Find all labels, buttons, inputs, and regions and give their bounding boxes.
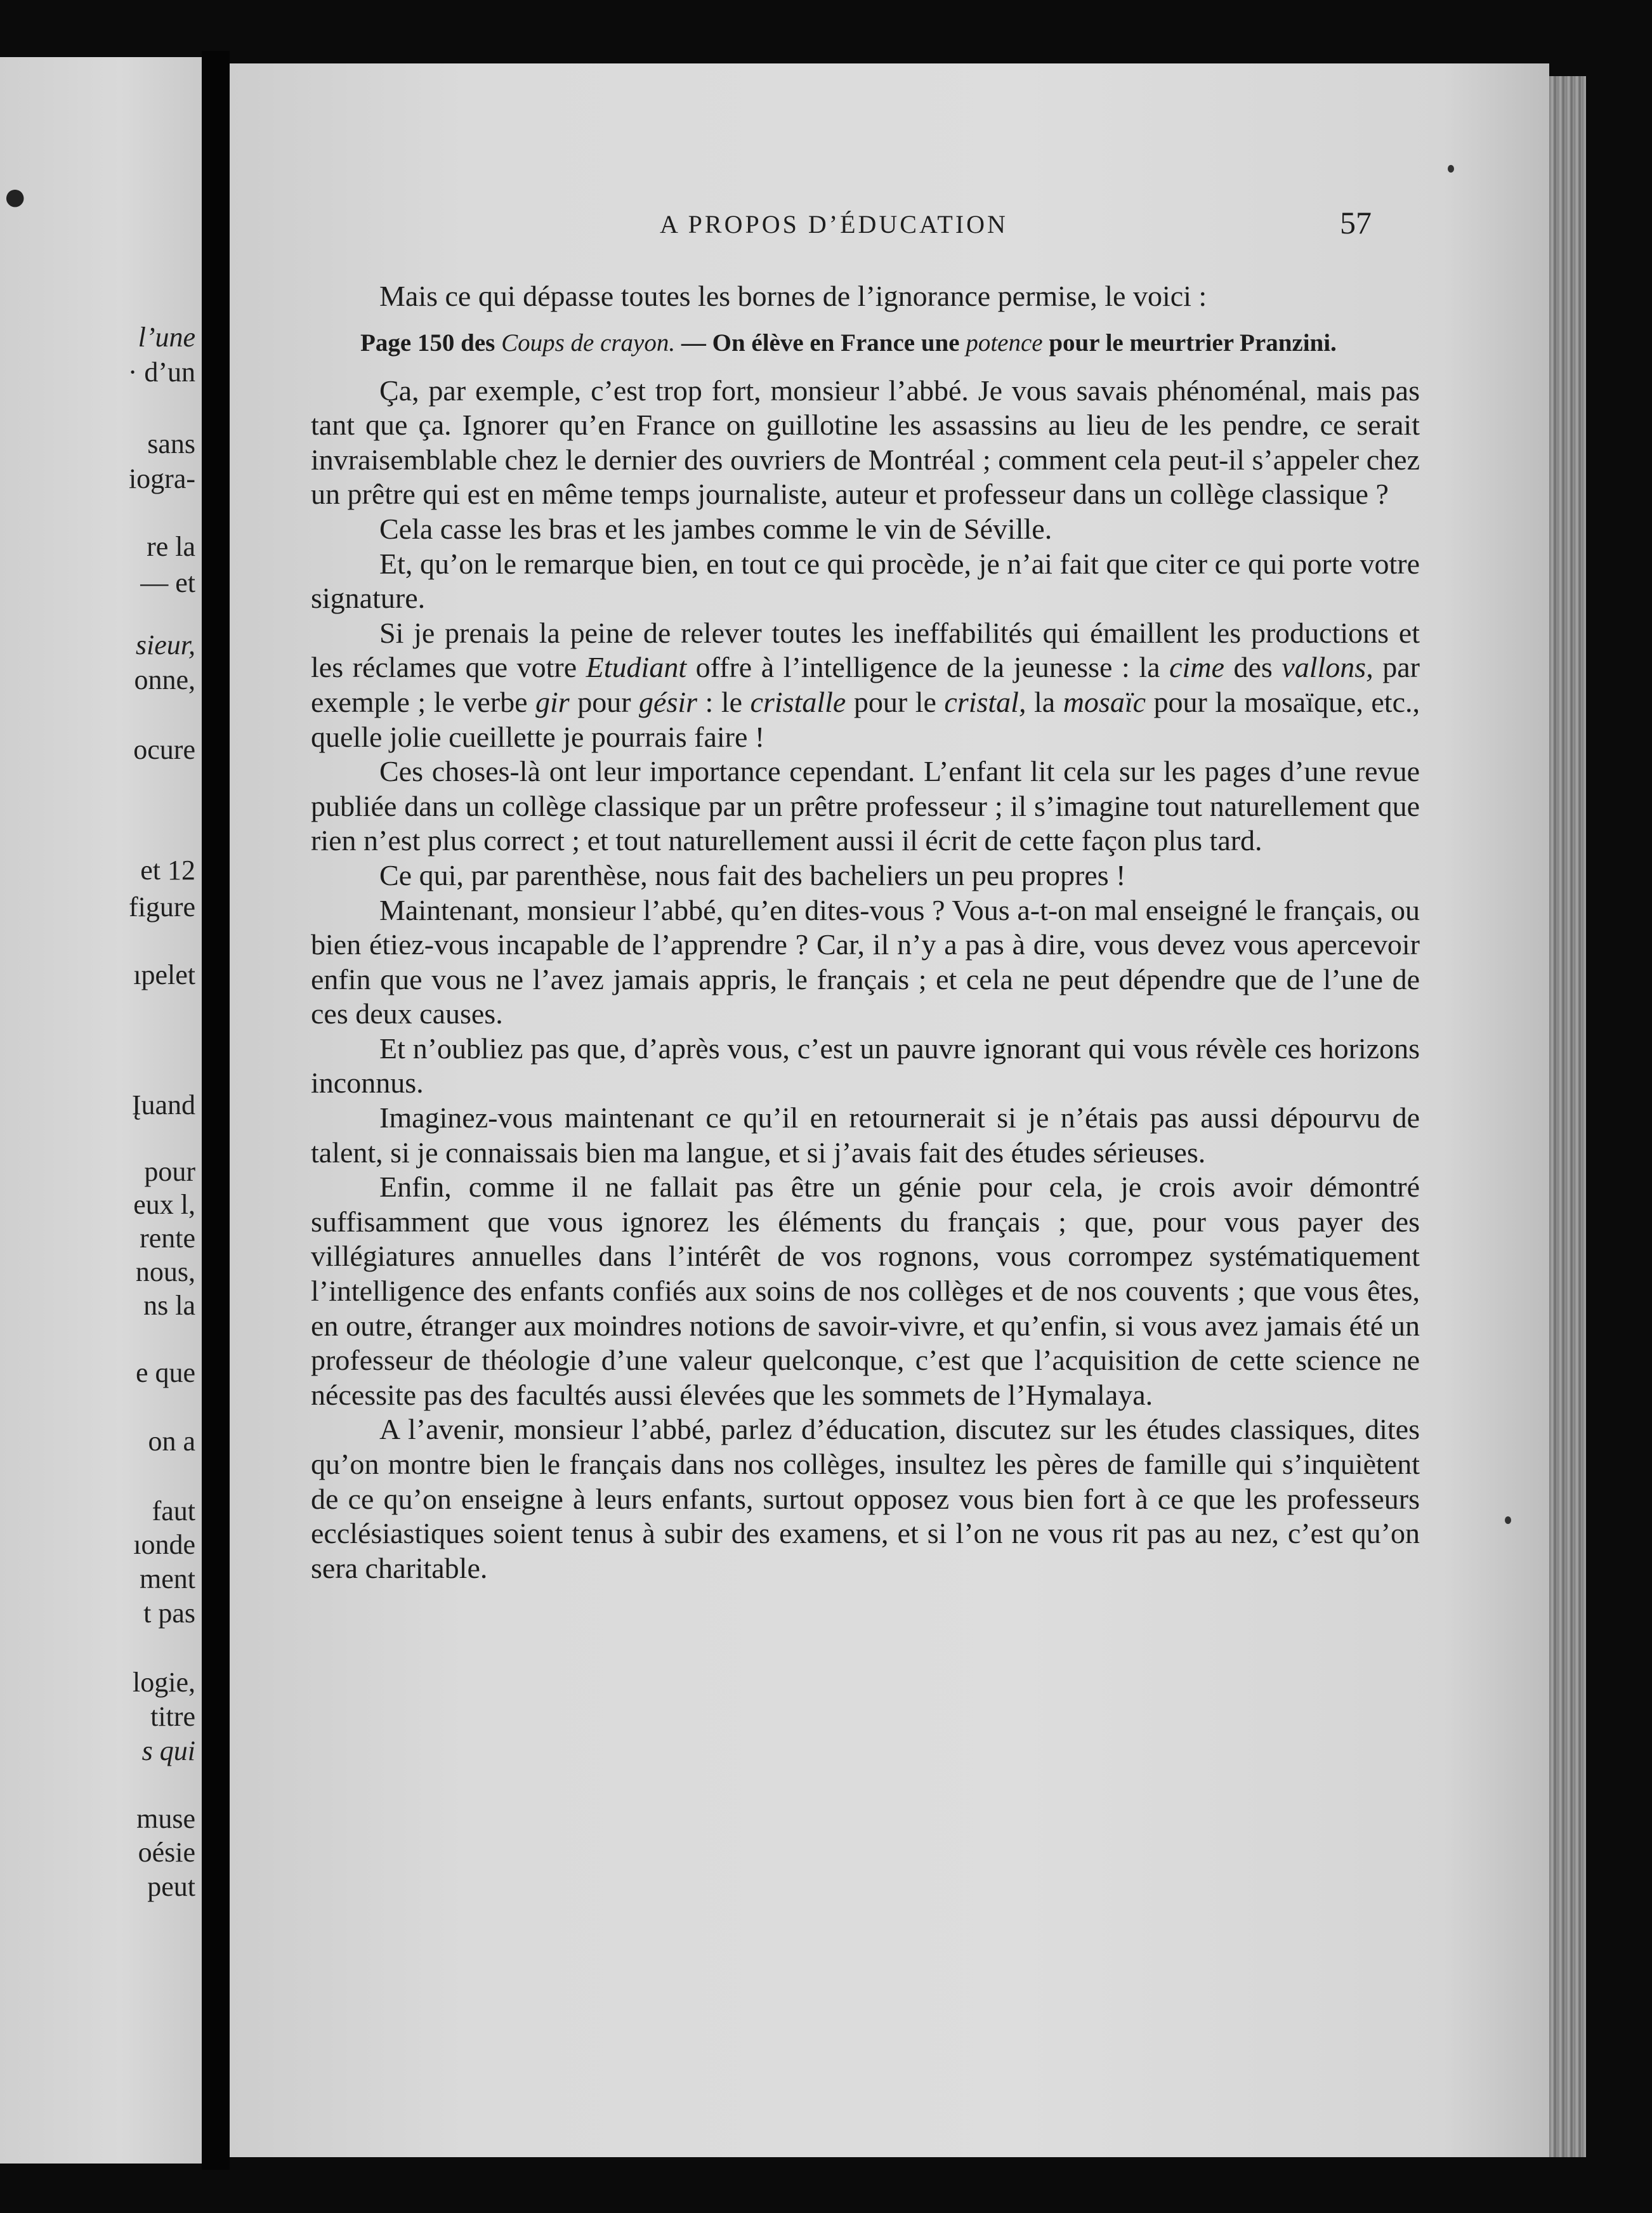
- quoted-citation: [311, 329, 1420, 357]
- paragraph: [311, 1032, 1420, 1101]
- text-run: Et, qu’on le remarque bien, en tout ce qui procède, je n’ai fait que citer ce qui porte votre signature.: [311, 547, 1420, 615]
- book-gutter: [202, 51, 230, 2170]
- left-page-line: sans: [147, 428, 195, 459]
- italic-text: cime: [1169, 651, 1224, 684]
- italic-text: Etudiant: [586, 651, 687, 684]
- left-page-line: s qui: [141, 1735, 195, 1766]
- text-run: Mais ce qui dépasse toutes les bornes de l’ignorance permise, le voici :: [379, 280, 1207, 312]
- paragraph: [311, 754, 1420, 858]
- page-number: 57: [1340, 205, 1372, 240]
- left-page-line: · d’un: [128, 357, 195, 388]
- body-text: [311, 279, 1420, 1586]
- paragraph: [311, 512, 1420, 547]
- paragraph: [311, 279, 1420, 314]
- left-page-line: t pas: [143, 1598, 195, 1629]
- text-run: par exemple ; le verbe: [311, 651, 1420, 718]
- left-page-line: logie,: [133, 1667, 195, 1698]
- italic-text: vallons,: [1282, 651, 1373, 684]
- paragraph: [311, 1412, 1420, 1586]
- left-page-line: ns la: [143, 1290, 195, 1321]
- left-page-line: oésie: [138, 1837, 195, 1868]
- paragraph: [311, 1170, 1420, 1412]
- text-run: Cela casse les bras et les jambes comme le vin de Séville.: [379, 512, 1052, 545]
- text-run: la: [1026, 685, 1063, 718]
- ink-speck: [1505, 1516, 1511, 1524]
- text-run: Ce qui, par parenthèse, nous fait des bacheliers un peu propres !: [379, 858, 1126, 891]
- ink-speck: [1448, 165, 1454, 173]
- text-run: Imaginez-vous maintenant ce qu’il en retournerait si je n’étais pas aussi dépourvu de talent, si je connaissais bien ma langue, et si j’avais fait des études sérieuses.: [311, 1101, 1420, 1169]
- left-page-line: ıonde: [133, 1529, 195, 1560]
- text-run: pour le: [846, 685, 945, 718]
- page-edge-stack: [1549, 76, 1586, 2157]
- text-run: des: [1224, 651, 1282, 684]
- left-page-line: eux l,: [133, 1189, 195, 1220]
- left-page-line: on a: [148, 1426, 195, 1457]
- left-page-line: et 12: [140, 855, 195, 886]
- italic-text: gir: [535, 685, 570, 718]
- left-page-line: pour: [144, 1156, 195, 1187]
- ink-mark: ●: [5, 184, 25, 210]
- italic-text: gésir: [639, 685, 698, 718]
- running-head: A PROPOS D’ÉDUCATION: [660, 210, 1008, 239]
- text-run: : le: [697, 685, 751, 718]
- paragraph: [311, 616, 1420, 754]
- italic-text: cristalle: [750, 685, 846, 718]
- text-run: Ça, par exemple, c’est trop fort, monsieur l’abbé. Je vous savais phénoménal, mais pas tant que ça. Ignorer qu’en France on guillotine les assassins au lieu de les pendre, ce serait invraisemblable chez le dernier des ouvriers de Montréal ; comment cela peut-il s’appeler chez un prêtre qui est en même temps journaliste, auteur et professeur dans un collège classique ?: [311, 374, 1420, 511]
- left-page-line: muse: [136, 1803, 195, 1834]
- left-page-line: onne,: [134, 664, 195, 695]
- italic-text: Coups de crayon.: [501, 329, 676, 357]
- left-page-line: nous,: [135, 1256, 195, 1287]
- text-run: offre à l’intelligence de la jeunesse : la: [686, 651, 1170, 684]
- left-page-line: peut: [147, 1871, 195, 1902]
- left-page-line: — et: [140, 567, 195, 598]
- paragraph: [311, 893, 1420, 1032]
- text-run: Ces choses-là ont leur importance cependant. L’enfant lit cela sur les pages d’une revue publiée dans un collège classique par un prêtre professeur ; il s’imagine tout naturellement que rien n’est plus correct ; et tout naturellement aussi il écrit de cette façon plus tard.: [311, 755, 1420, 857]
- paragraph: [311, 374, 1420, 512]
- text-run: A l’avenir, monsieur l’abbé, parlez d’éducation, discutez sur les études classiques, dites qu’on montre bien le français dans nos collèges, insultez les pères de famille qui s’inquiètent de ce qu’on enseigne à leurs enfants, surtout opposez vous bien fort à ce que les professeurs ecclésiastiques soient tenus à subir des examens, et si l’on ne vous rit pas au nez, c’est qu’on sera charitable.: [311, 1413, 1420, 1584]
- left-page-line: titre: [150, 1701, 195, 1732]
- text-run: — On élève en France une: [675, 329, 966, 357]
- left-page-line: ocure: [133, 734, 195, 765]
- left-page-line: re la: [147, 531, 195, 562]
- left-page-line: figure: [128, 891, 195, 923]
- left-page-line: Įuand: [131, 1089, 195, 1120]
- text-run: pour: [569, 685, 639, 718]
- italic-text: cristal,: [944, 685, 1026, 718]
- text-run: pour la mosaïque, etc., quelle jolie cueillette je pourrais faire !: [311, 685, 1420, 753]
- paragraph: [311, 1101, 1420, 1170]
- left-page-line: ment: [140, 1563, 195, 1594]
- text-run: Page 150 des: [360, 329, 502, 357]
- paragraph: [311, 858, 1420, 893]
- paragraph: [311, 547, 1420, 616]
- main-page: [230, 63, 1549, 2157]
- left-page-line: rente: [140, 1223, 195, 1254]
- text-run: Si je prenais la peine de relever toutes les ineffabilités qui émaillent les productions et les réclames que votre: [311, 616, 1420, 684]
- left-page-line: e que: [135, 1357, 195, 1388]
- left-facing-page: [0, 57, 202, 2164]
- text-run: Enfin, comme il ne fallait pas être un génie pour cela, je crois avoir démontré suffisamment que vous ignorez les éléments du français ; que, pour vous payer des villégiatures annuelles dans l’intérêt de vos rognons, vous corrompez systématiquement l’intelligence des enfants confiés aux soins de nos collèges et de nos couvents ; que vous êtes, en outre, étranger aux moindres notions de savoir-vivre, et qu’enfin, si vous avez jamais été un professeur de théologie d’une valeur quelconque, c’est que l’acquisition de cette science ne nécessite pas des facultés aussi élevées que les sommets de l’Hymalaya.: [311, 1171, 1420, 1411]
- text-run: pour le meurtrier Pranzini.: [1042, 329, 1337, 357]
- left-page-line: iogra-: [128, 463, 195, 494]
- left-page-line: l’une: [138, 322, 195, 353]
- left-page-line: sieur,: [135, 629, 195, 660]
- text-run: Et n’oubliez pas que, d’après vous, c’est un pauvre ignorant qui vous révèle ces horizons inconnus.: [311, 1032, 1420, 1100]
- text-run: Maintenant, monsieur l’abbé, qu’en dites-vous ? Vous a-t-on mal enseigné le français, ou bien étiez-vous incapable de l’apprendre ? Car, il n’y a pas à dire, vous devez vous apercevoir enfin que vous ne l’avez jamais appris, le français ; et cela ne peut dépendre que de l’une de ces deux causes.: [311, 893, 1420, 1030]
- italic-text: mosaïc: [1063, 685, 1146, 718]
- left-page-line: faut: [152, 1495, 195, 1527]
- left-page-line: ıpelet: [133, 959, 195, 990]
- italic-text: potence: [966, 329, 1043, 357]
